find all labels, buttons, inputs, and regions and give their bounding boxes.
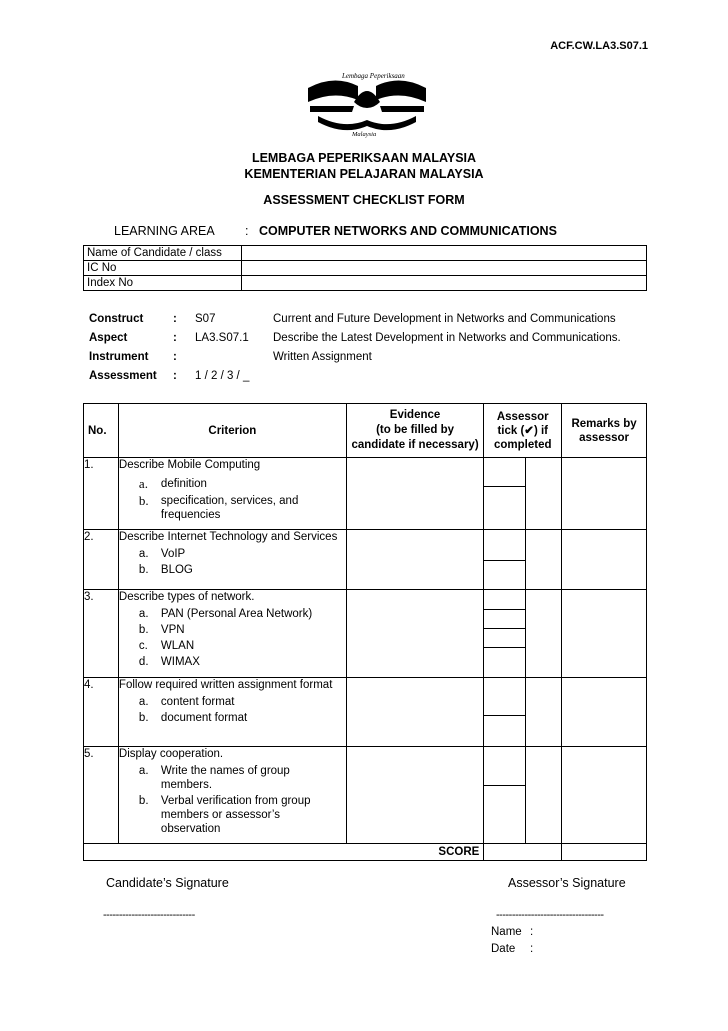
candidate-signature-label: Candidate’s Signature [106,876,229,890]
criterion-row [84,678,647,747]
learning-area-label: LEARNING AREA [114,224,215,238]
candidate-name-label: Name of Candidate / class [84,246,242,261]
criterion-title: Describe types of network. [118,591,255,603]
lembaga-peperiksaan-logo-icon [304,66,430,138]
evidence-cell[interactable] [346,747,484,844]
criterion-item: b. document format [138,712,248,724]
assessor-tick-extra-cell[interactable] [526,590,562,678]
candidate-signature-line[interactable]: ----------------------------- [103,909,195,921]
info-description: Written Assignment [273,351,372,363]
assessment-info [89,313,621,389]
criterion-title: Describe Mobile Computing [118,459,261,471]
tick-box[interactable] [484,747,525,786]
criterion-item: b. specification, services, and frequencies [138,493,299,521]
criterion-number: 4. [84,678,119,747]
criterion-number: 5. [84,747,119,844]
info-colon: : [173,332,177,344]
criterion-row [84,530,647,590]
info-key: Construct [89,313,144,325]
criterion-item: c. WLAN [138,640,195,652]
header-assessor-tick [484,404,562,458]
criterion-title: Follow required written assignment format [118,679,333,691]
criterion-item: b. BLOG [138,564,193,576]
index-no-label: Index No [84,276,242,291]
info-key: Assessment [89,370,157,382]
assessor-tick-cell[interactable] [484,590,526,678]
learning-area-value: COMPUTER NETWORKS AND COMMUNICATIONS [259,224,557,238]
info-value: 1 / 2 / 3 / _ [195,370,250,382]
criterion-item: b. Verbal verification from group members or assessor’s observation [138,795,311,835]
date-colon: : [530,943,534,955]
assessor-tick-cell[interactable] [484,747,526,844]
index-no-field[interactable] [242,276,647,291]
criterion-item: a. definition [138,476,207,491]
criterion-number: 3. [84,590,119,678]
header-assessor-line-2: tick (✔) if [497,424,548,437]
criterion-item: a. PAN (Personal Area Network) [138,608,313,620]
assessor-tick-cell[interactable] [484,678,526,747]
criterion-row [84,590,647,678]
info-row [89,370,621,389]
learning-area-colon: : [245,224,249,238]
tick-box[interactable] [484,678,525,716]
header-line-2: KEMENTERIAN PELAJARAN MALAYSIA [244,167,484,181]
info-row [89,351,621,370]
criterion-row [84,458,647,530]
criterion-item: d. WIMAX [138,656,200,668]
criterion-item: a. Write the names of group members. [138,765,290,791]
candidate-details-table [83,245,647,291]
remarks-cell[interactable] [562,530,647,590]
info-key: Instrument [89,351,149,363]
header-remarks-line-2: assessor [579,431,630,444]
assessor-tick-extra-cell[interactable] [526,458,562,530]
criterion-cell [118,747,346,844]
criterion-number: 2. [84,530,119,590]
svg-text:Lembaga Peperiksaan: Lembaga Peperiksaan [342,72,405,80]
header-evidence-line-1: Evidence [389,409,441,421]
criterion-cell [118,530,346,590]
info-key: Aspect [89,332,128,344]
info-description: Describe the Latest Development in Networks and Communications. [273,332,621,344]
evidence-cell[interactable] [346,530,484,590]
header-criterion: Criterion [118,404,346,458]
tick-box[interactable] [484,629,525,648]
criterion-item: a. content format [138,696,235,708]
assessor-signature-label: Assessor’s Signature [508,876,626,890]
name-colon: : [530,926,534,938]
tick-box[interactable] [484,610,525,629]
checklist-table [83,403,647,861]
assessor-tick-cell[interactable] [484,530,526,590]
criterion-number: 1. [84,458,119,530]
assessor-tick-cell[interactable] [484,458,526,530]
info-value: LA3.S07.1 [195,332,249,344]
tick-box[interactable] [484,530,525,561]
date-label: Date [491,943,516,955]
info-value [195,351,273,370]
info-row [89,332,621,351]
remarks-cell[interactable] [562,458,647,530]
document-code: ACF.CW.LA3.S07.1 [550,40,648,52]
criterion-cell [118,678,346,747]
header-evidence-line-3: candidate if necessary) [351,439,479,451]
info-description: Current and Future Development in Networks and Communications [273,313,616,325]
info-colon: : [173,313,177,325]
evidence-cell[interactable] [346,678,484,747]
criterion-title: Describe Internet Technology and Services [118,531,338,543]
info-colon: : [173,370,177,382]
info-row [89,313,621,332]
evidence-cell[interactable] [346,458,484,530]
assessor-tick-extra-cell[interactable] [526,678,562,747]
svg-text:Malaysia: Malaysia [352,131,377,138]
assessor-tick-extra-cell[interactable] [526,747,562,844]
tick-box[interactable] [484,458,525,487]
header-remarks [562,404,647,458]
remarks-cell[interactable] [562,678,647,747]
info-description [273,370,621,389]
criterion-item: b. VPN [138,624,185,636]
criterion-item: a. VoIP [138,548,186,560]
candidate-name-field[interactable] [242,246,647,261]
ic-no-field[interactable] [242,261,647,276]
ic-no-label: IC No [84,261,242,276]
info-colon: : [173,351,177,363]
remarks-cell[interactable] [562,590,647,678]
form-title: ASSESSMENT CHECKLIST FORM [263,193,465,207]
header-assessor-line-3: completed [493,438,552,451]
name-label: Name [491,926,522,938]
criterion-row [84,747,647,844]
evidence-cell[interactable] [346,590,484,678]
assessor-signature-line[interactable]: ---------------------------------- [496,909,604,921]
assessor-tick-extra-cell[interactable] [526,530,562,590]
score-remarks-cell[interactable] [562,844,647,861]
score-label: SCORE [84,844,484,861]
tick-box[interactable] [484,590,525,610]
info-value: S07 [195,313,216,325]
criterion-cell [118,458,346,530]
score-total-cell[interactable] [484,844,562,861]
header-evidence-line-2: (to be filled by [376,424,455,436]
header-no: No. [84,404,119,458]
score-row [84,844,647,861]
header-evidence [346,404,484,458]
header-assessor-line-1: Assessor [496,410,549,423]
criterion-title: Display cooperation. [118,748,224,760]
header-line-1: LEMBAGA PEPERIKSAAN MALAYSIA [251,151,477,165]
criterion-cell [118,590,346,678]
remarks-cell[interactable] [562,747,647,844]
header-remarks-line-1: Remarks by [571,417,637,430]
